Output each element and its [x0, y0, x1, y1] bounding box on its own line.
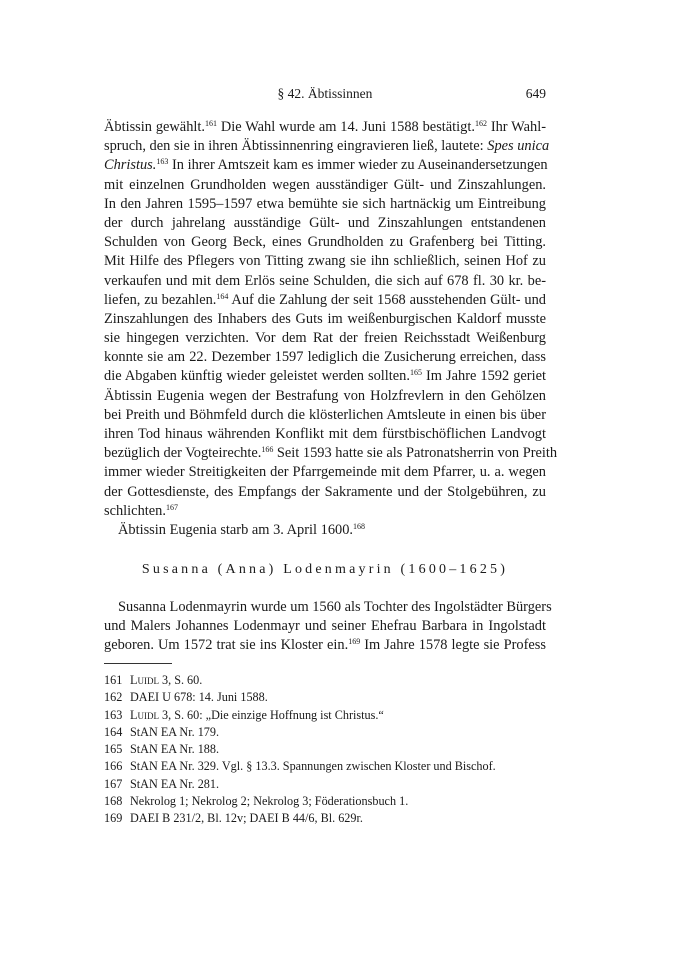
- text-line: Äbtissin Eugenia starb am 3. April 1600.$^{168}$: [118, 521, 366, 538]
- footnote: 167 StAN EA Nr. 281.: [104, 776, 220, 791]
- running-head-title: § 42. Äbtissinnen: [277, 86, 373, 101]
- section-heading: Susanna (Anna) Lodenmayrin (1600–1625): [141, 562, 509, 577]
- footnote-ref[interactable]: 168: [353, 521, 366, 531]
- footnote: 161 Luidl 3, S. 60.: [104, 673, 203, 687]
- text-line: mit einzelnen Grundholden wegen ausständiger Gült- und Zinszahlungen.: [104, 176, 546, 193]
- text-line: spruch, den sie in ihren Äbtissinnenring eingravieren ließ, lautete: Spes unica: [104, 138, 550, 155]
- text-line: Äbtissin Eugenia wegen der Bestrafung von Holzfrevlern in den Gehölzen: [104, 387, 546, 404]
- footnote: 163 Luidl 3, S. 60: „Die einzige Hoffnung ist Christus.“: [104, 707, 384, 722]
- text-line: und Malers Johannes Lodenmayr und seiner Ehefrau Barbara in Ingolstadt: [104, 618, 546, 635]
- text-line: immer wieder Streitigkeiten der Pfarrgemeinde mit dem Pfarrer, u. a. wegen: [104, 464, 546, 481]
- footnote: 166 StAN EA Nr. 329. Vgl. § 13.3. Spannungen zwischen Kloster und Bischof.: [104, 759, 496, 774]
- text-line: der Gottesdienste, des Empfangs der Sakramente und der Stolgebühren, zu: [104, 483, 546, 500]
- footnotes: [104, 672, 546, 828]
- footnote-ref[interactable]: 166: [261, 445, 274, 455]
- text-line: Zinszahlungen des Inhabers des Guts im weißenburgischen Kaldorf musste: [104, 310, 546, 327]
- text-line: liefen, zu bezahlen.$^{164}$ Auf die Zahlung der seit 1568 ausstehenden Gült- und: [104, 291, 546, 308]
- footnote: 164 StAN EA Nr. 179.: [104, 724, 220, 739]
- text-line: verkaufen und mit dem Erlös seine Schulden, die sich auf 678 fl. 30 kr. be-: [104, 272, 546, 289]
- footnote-ref[interactable]: 162: [474, 119, 487, 128]
- footnote: 162 DAEI U 678: 14. Juni 1588.: [104, 690, 268, 705]
- main-text-continued: [104, 598, 552, 656]
- text-line: schlichten.$^{167}$: [104, 502, 178, 519]
- motto-text: Christus.: [104, 157, 157, 174]
- footnote: 165 StAN EA Nr. 188.: [104, 742, 220, 757]
- text-line: konnte sie am 22. Dezember 1597 lediglich die Zusicherung erreichen, dass: [104, 349, 546, 366]
- text-line: Mit Hilfe des Pflegers von Titting zwang sie ihn schließlich, seinen Hof zu: [104, 253, 546, 270]
- text-line: bezüglich der Vogteirechte.$^{166}$ Seit 1593 hatte sie als Patronatsherrin von Preith: [104, 445, 558, 462]
- text-line: ihren Tod hinaus währenden Konflikt mit dem fürstbischöflichen Landvogt: [104, 426, 546, 442]
- text-line: der durch jahrelang ausständige Gült- und Zinszahlungen entstandenen: [104, 214, 546, 231]
- text-line: Susanna Lodenmayrin wurde um 1560 als Tochter des Ingolstädter Bürgers: [118, 599, 552, 615]
- text-line: sie hingegen verzichten. Vor dem Rat der freien Reichsstadt Weißenburg: [104, 330, 546, 347]
- footnote: 169 DAEI B 231/2, Bl. 12v; DAEI B 44/6, Bl. 629r.: [104, 811, 363, 826]
- text-line: bei Preith und Böhmfeld durch die klösterlichen Amtsleute in einen bis über: [104, 406, 546, 423]
- running-head: [104, 86, 546, 106]
- footnote-ref[interactable]: 161: [204, 119, 217, 128]
- main-text: [104, 118, 558, 540]
- motto-text: Spes unica: [487, 138, 550, 155]
- footnote-ref[interactable]: 167: [165, 502, 178, 512]
- footnote-ref[interactable]: 164: [216, 291, 229, 301]
- footnote-divider: [104, 663, 172, 664]
- text-line: geboren. Um 1572 trat sie ins Kloster ein.$^{169}$ Im Jahre 1578 legte sie Profess: [104, 637, 546, 654]
- text-line: Äbtissin gewählt.$^{161}$ Die Wahl wurde am 14. Juni 1588 bestätigt.$^{162}$ Ihr Wahl-: [104, 119, 546, 135]
- text-line: Schulden von Georg Beck, eines Grundholden zu Grafenberg bei Titting.: [104, 234, 546, 251]
- footnote-ref[interactable]: 165: [409, 368, 422, 378]
- footnote-ref[interactable]: 169: [348, 637, 361, 647]
- text-line: die Abgaben künftig wieder geleistet werden sollten.$^{165}$ Im Jahre 1592 geriet: [104, 368, 546, 385]
- footnote-ref[interactable]: 163: [156, 157, 169, 167]
- page-number: 649: [525, 86, 546, 101]
- text-line: In den Jahren 1595–1597 etwa bemühte sie sich hartnäckig um Eintreibung: [104, 195, 546, 212]
- footnote: 168 Nekrolog 1; Nekrolog 2; Nekrolog 3; Föderationsbuch 1.: [104, 794, 409, 809]
- text-line: Christus.$^{163}$ In ihrer Amtszeit kam es immer wieder zu Auseinandersetzungen: [104, 157, 548, 174]
